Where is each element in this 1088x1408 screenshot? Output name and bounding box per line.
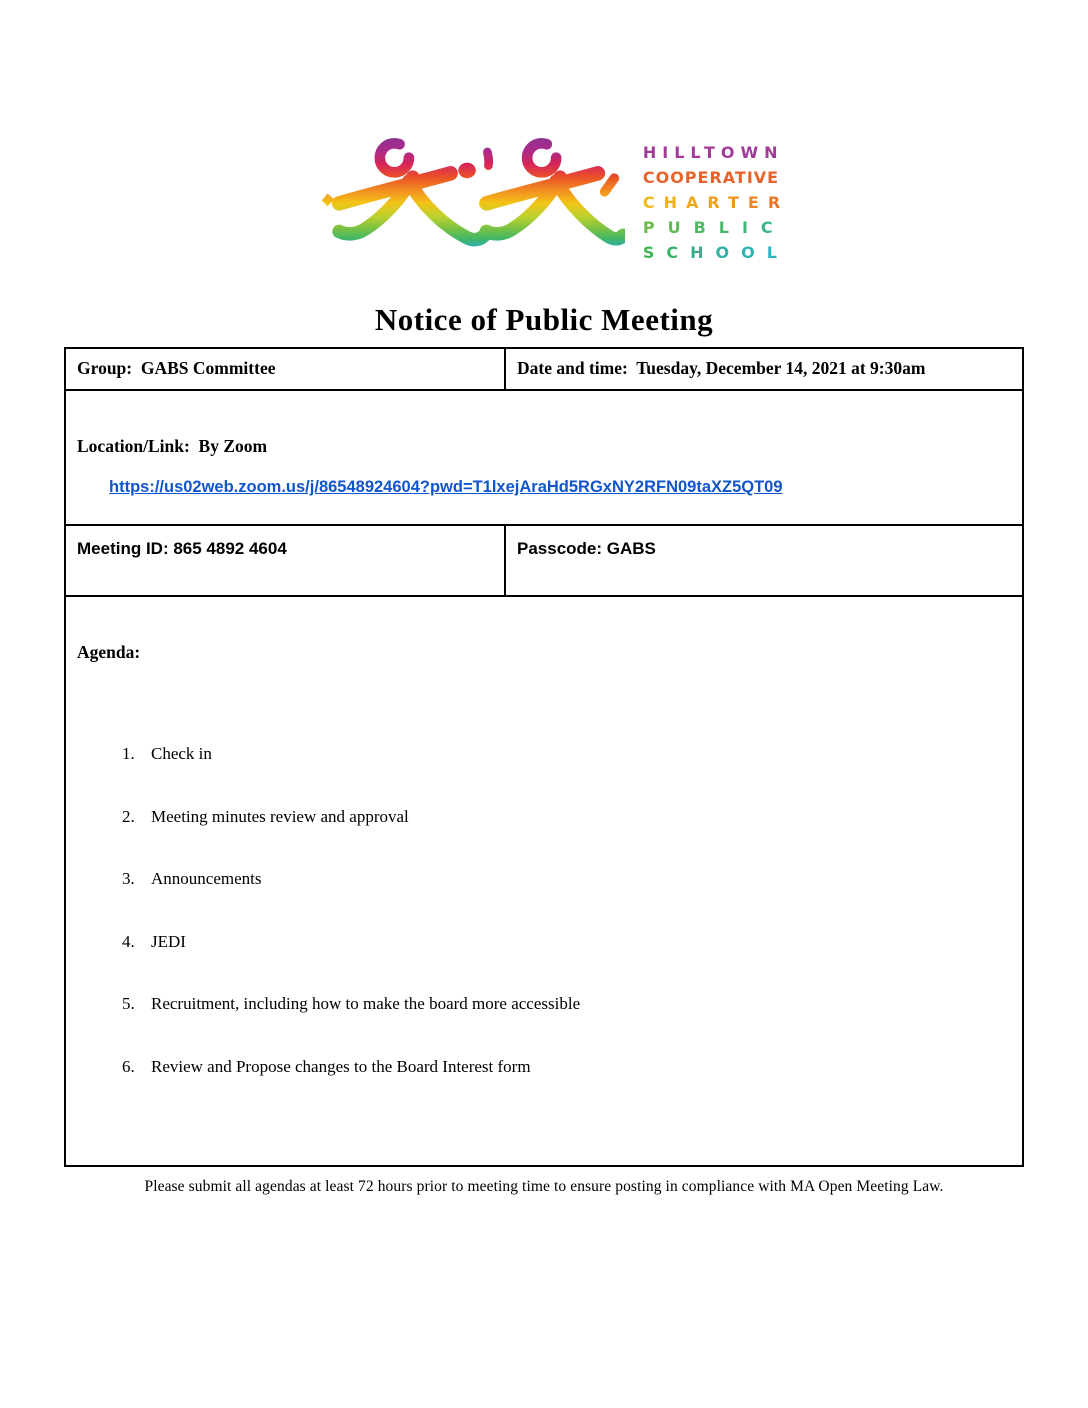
- table-row: [65, 390, 1023, 525]
- meeting-info-table: [64, 347, 1024, 1167]
- school-name-line-5: SCHOOL: [643, 240, 789, 265]
- agenda-item: 2. Meeting minutes review and approval: [139, 808, 1011, 825]
- agenda-item: 3. Announcements: [139, 870, 1011, 887]
- table-row: [65, 596, 1023, 1166]
- zoom-meeting-link[interactable]: https://us02web.zoom.us/j/86548924604?pwd=T1lxejAraHd5RGxNY2RFN09taXZ5QT09: [109, 478, 783, 496]
- school-name-line-1: HILLTOWN: [642, 143, 784, 162]
- agenda-heading: Agenda:: [77, 642, 141, 662]
- agenda-cell: [65, 596, 1023, 1166]
- school-name-line-3: CHARTER: [643, 190, 789, 215]
- location-cell: [65, 390, 1023, 525]
- dancing-figures-icon: [313, 128, 625, 270]
- page-title: Notice of Public Meeting: [374, 302, 714, 337]
- group-cell: Group: GABS Committee: [65, 348, 505, 390]
- agenda-item: 5. Recruitment, including how to make the board more accessible: [139, 995, 1011, 1012]
- table-row: [65, 525, 1023, 596]
- passcode-cell: Passcode: GABS: [505, 525, 1023, 596]
- school-name: [643, 140, 789, 265]
- location-label: Location/Link: By Zoom: [77, 436, 268, 456]
- compliance-note: Please submit all agendas at least 72 hours prior to meeting time to ensure posting in compliance with MA Open Meeting Law.: [144, 1178, 944, 1195]
- agenda-item: 1. Check in: [139, 745, 1011, 762]
- school-logo: [14, 0, 1088, 270]
- agenda-item: 6. Review and Propose changes to the Board Interest form: [139, 1058, 1011, 1075]
- table-row: [65, 348, 1023, 390]
- datetime-cell: Date and time: Tuesday, December 14, 2021 at 9:30am: [505, 348, 1023, 390]
- school-name-line-2: COOPERATIVE: [642, 168, 780, 187]
- meeting-id-cell: Meeting ID: 865 4892 4604: [65, 525, 505, 596]
- agenda-item: 4. JEDI: [139, 933, 1011, 950]
- agenda-list: [77, 705, 1011, 1120]
- school-name-line-4: PUBLIC: [643, 215, 789, 240]
